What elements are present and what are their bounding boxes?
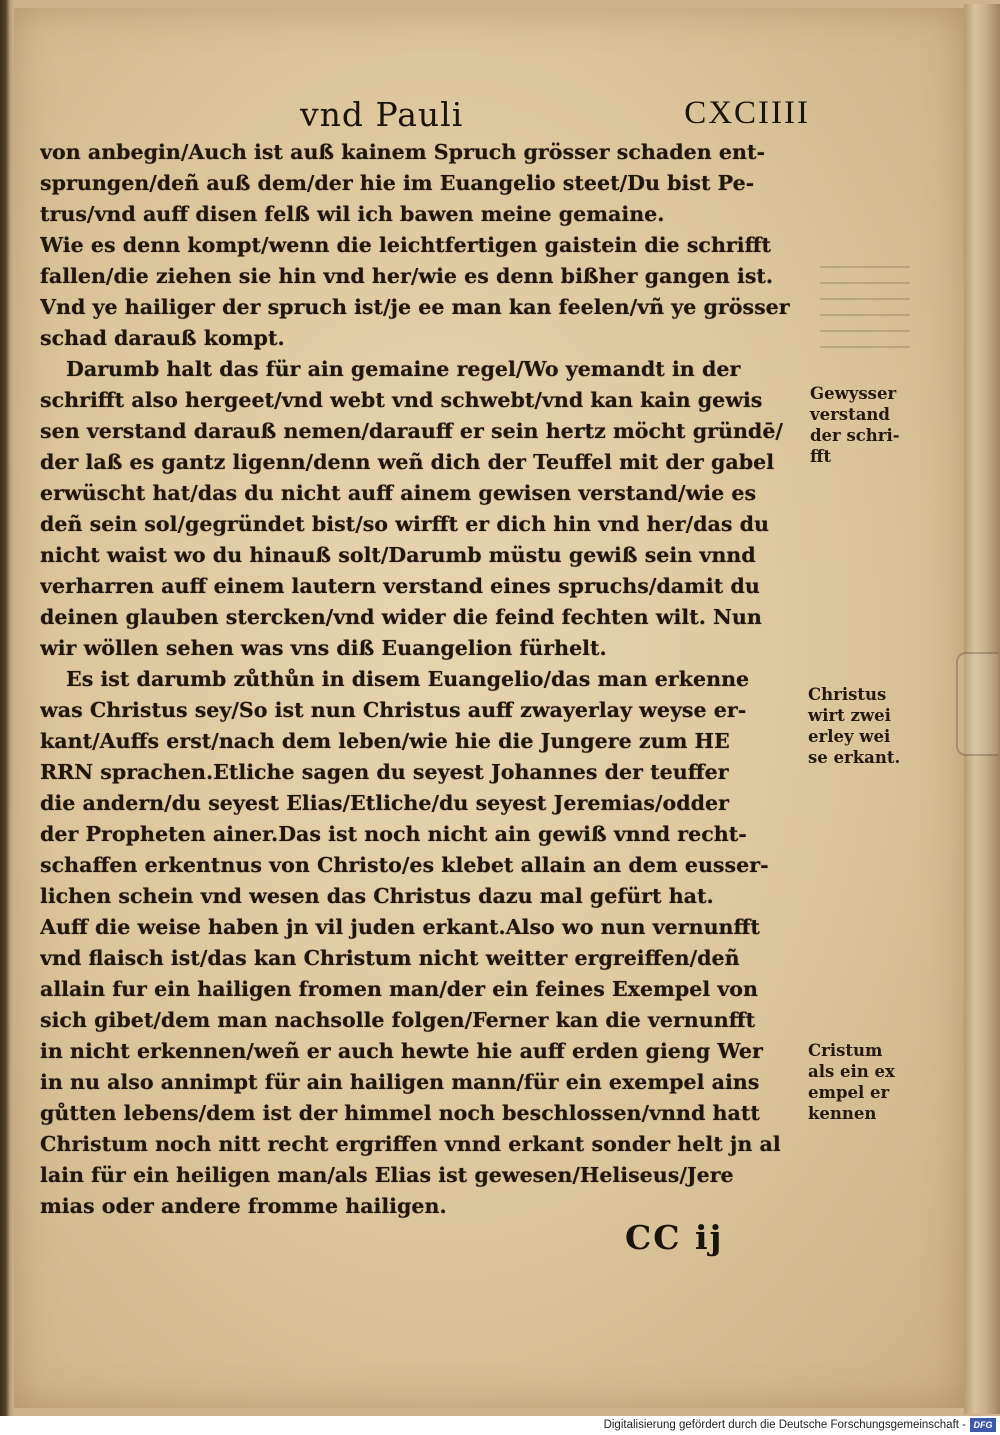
margin-note-line: erley wei: [808, 727, 891, 746]
text-line: der Propheten ainer.Das ist noch nicht ain gewiß vnnd recht-: [40, 822, 747, 846]
signature-mark: CC ij: [625, 1218, 724, 1257]
margin-note-line: Cristum: [808, 1041, 883, 1060]
text-line: fallen/die ziehen sie hin vnd her/wie es denn bißher gangen ist.: [40, 264, 774, 288]
margin-note-gewysser-verstand: [810, 383, 902, 467]
text-line: trus/vnd auff disen felß wil ich bawen meine gemaine.: [40, 202, 665, 226]
text-line: RRN sprachen.Etliche sagen du seyest Johannes der teuffer: [40, 760, 729, 784]
page-edge: [964, 4, 1000, 1414]
text-line: lain für ein heiligen man/als Elias ist gewesen/Heliseus/Jere: [40, 1163, 734, 1187]
text-line: von anbegin/Auch ist auß kainem Spruch grösser schaden ent-: [40, 140, 766, 164]
text-line: schaffen erkentnus von Christo/es klebet allain an dem eusser-: [40, 853, 769, 877]
margin-note-line: empel er: [808, 1083, 890, 1102]
text-line: Es ist darumb zůthůn in disem Euangelio/das man erkenne: [66, 667, 750, 691]
margin-note-line: Christus: [808, 685, 887, 704]
page-header: [290, 95, 810, 141]
margin-note-line: se erkant.: [808, 748, 901, 767]
folio-number: CXCIIII: [684, 95, 810, 131]
margin-note-line: wirt zwei: [808, 706, 891, 725]
text-line: mias oder andere fromme hailigen.: [40, 1194, 447, 1218]
text-line: Christum noch nitt recht ergriffen vnnd erkant sonder helt jn al: [40, 1132, 781, 1156]
text-line: sprungen/deñ auß dem/der hie im Euangelio steet/Du bist Pe-: [40, 171, 755, 195]
text-line: in nu also annimpt für ain hailigen mann/für ein exempel ains: [40, 1070, 760, 1094]
text-line: Auff die weise haben jn vil juden erkant.Also wo nun vernunfft: [40, 915, 760, 939]
text-line: schrifft also hergeet/vnd webt vnd schwebt/vnd kan kain gewis: [40, 388, 763, 412]
text-line: nicht waist wo du hinauß solt/Darumb müstu gewiß sein vnnd: [40, 543, 756, 567]
text-line: deñ sein sol/gegründet bist/so wirfft er dich hin vnd her/das du: [40, 512, 769, 536]
text-line: kant/Auffs erst/nach dem leben/wie hie die Jungere zum HE: [40, 729, 730, 753]
margin-note-line: der schri-: [810, 426, 900, 445]
margin-note-cristum-exempel: [808, 1040, 900, 1124]
text-line: gůtten lebens/dem ist der himmel noch beschlossen/vnnd hatt: [40, 1101, 760, 1125]
margin-note-line: Gewysser: [810, 384, 897, 403]
footer-strip: [0, 1416, 1000, 1435]
text-line: in nicht erkennen/weñ er auch hewte hie auff erden gieng Wer: [40, 1039, 763, 1063]
running-head: vnd Pauli: [300, 95, 464, 134]
text-line: erwüscht hat/das du nicht auff ainem gewisen verstand/wie es: [40, 481, 757, 505]
text-line: Darumb halt das für ain gemaine regel/Wo yemandt in der: [66, 357, 741, 381]
footer-credit: Digitalisierung gefördert durch die Deutsche Forschungsgemeinschaft -: [603, 1419, 966, 1431]
margin-note-line: als ein ex: [808, 1062, 895, 1081]
text-line: sich gibet/dem man nachsolle folgen/Ferner kan die vernunfft: [40, 1008, 756, 1032]
margin-note-line: kennen: [808, 1104, 877, 1123]
text-line: schad darauß kompt.: [40, 326, 285, 350]
main-text-block: [40, 137, 810, 1222]
text-line: verharren auff einem lautern verstand eines spruchs/damit du: [40, 574, 760, 598]
text-line: deinen glauben stercken/vnd wider die feind fechten wilt. Nun: [40, 605, 762, 629]
text-line: allain fur ein hailigen fromen man/der ein feines Exempel von: [40, 977, 759, 1001]
text-line: sen verstand darauß nemen/darauff er sein hertz möcht gründē/: [40, 419, 783, 443]
text-line: der laß es gantz ligenn/denn weñ dich der Teuffel mit der gabel: [40, 450, 775, 474]
text-line: wir wöllen sehen was vns diß Euangelion fürhelt.: [40, 636, 607, 660]
text-line: vnd flaisch ist/das kan Christum nicht weitter ergreiffen/deñ: [40, 946, 740, 970]
bleed-through-texture: [820, 258, 910, 348]
text-line: die andern/du seyest Elias/Etliche/du seyest Jeremias/odder: [40, 791, 729, 815]
margin-note-line: verstand: [810, 405, 890, 424]
text-line: was Christus sey/So ist nun Christus auff zwayerlay weyse er-: [40, 698, 747, 722]
margin-note-line: fft: [810, 447, 832, 466]
text-line: lichen schein vnd wesen das Christus dazu mal gefürt hat.: [40, 884, 714, 908]
text-line: Vnd ye hailiger der spruch ist/je ee man kan feelen/vñ ye grösser: [40, 295, 790, 319]
text-line: Wie es denn kompt/wenn die leichtfertigen gaistein die schrifft: [40, 233, 772, 257]
margin-note-christus-erkant: [808, 684, 900, 768]
dfg-logo: DFG: [970, 1418, 996, 1432]
